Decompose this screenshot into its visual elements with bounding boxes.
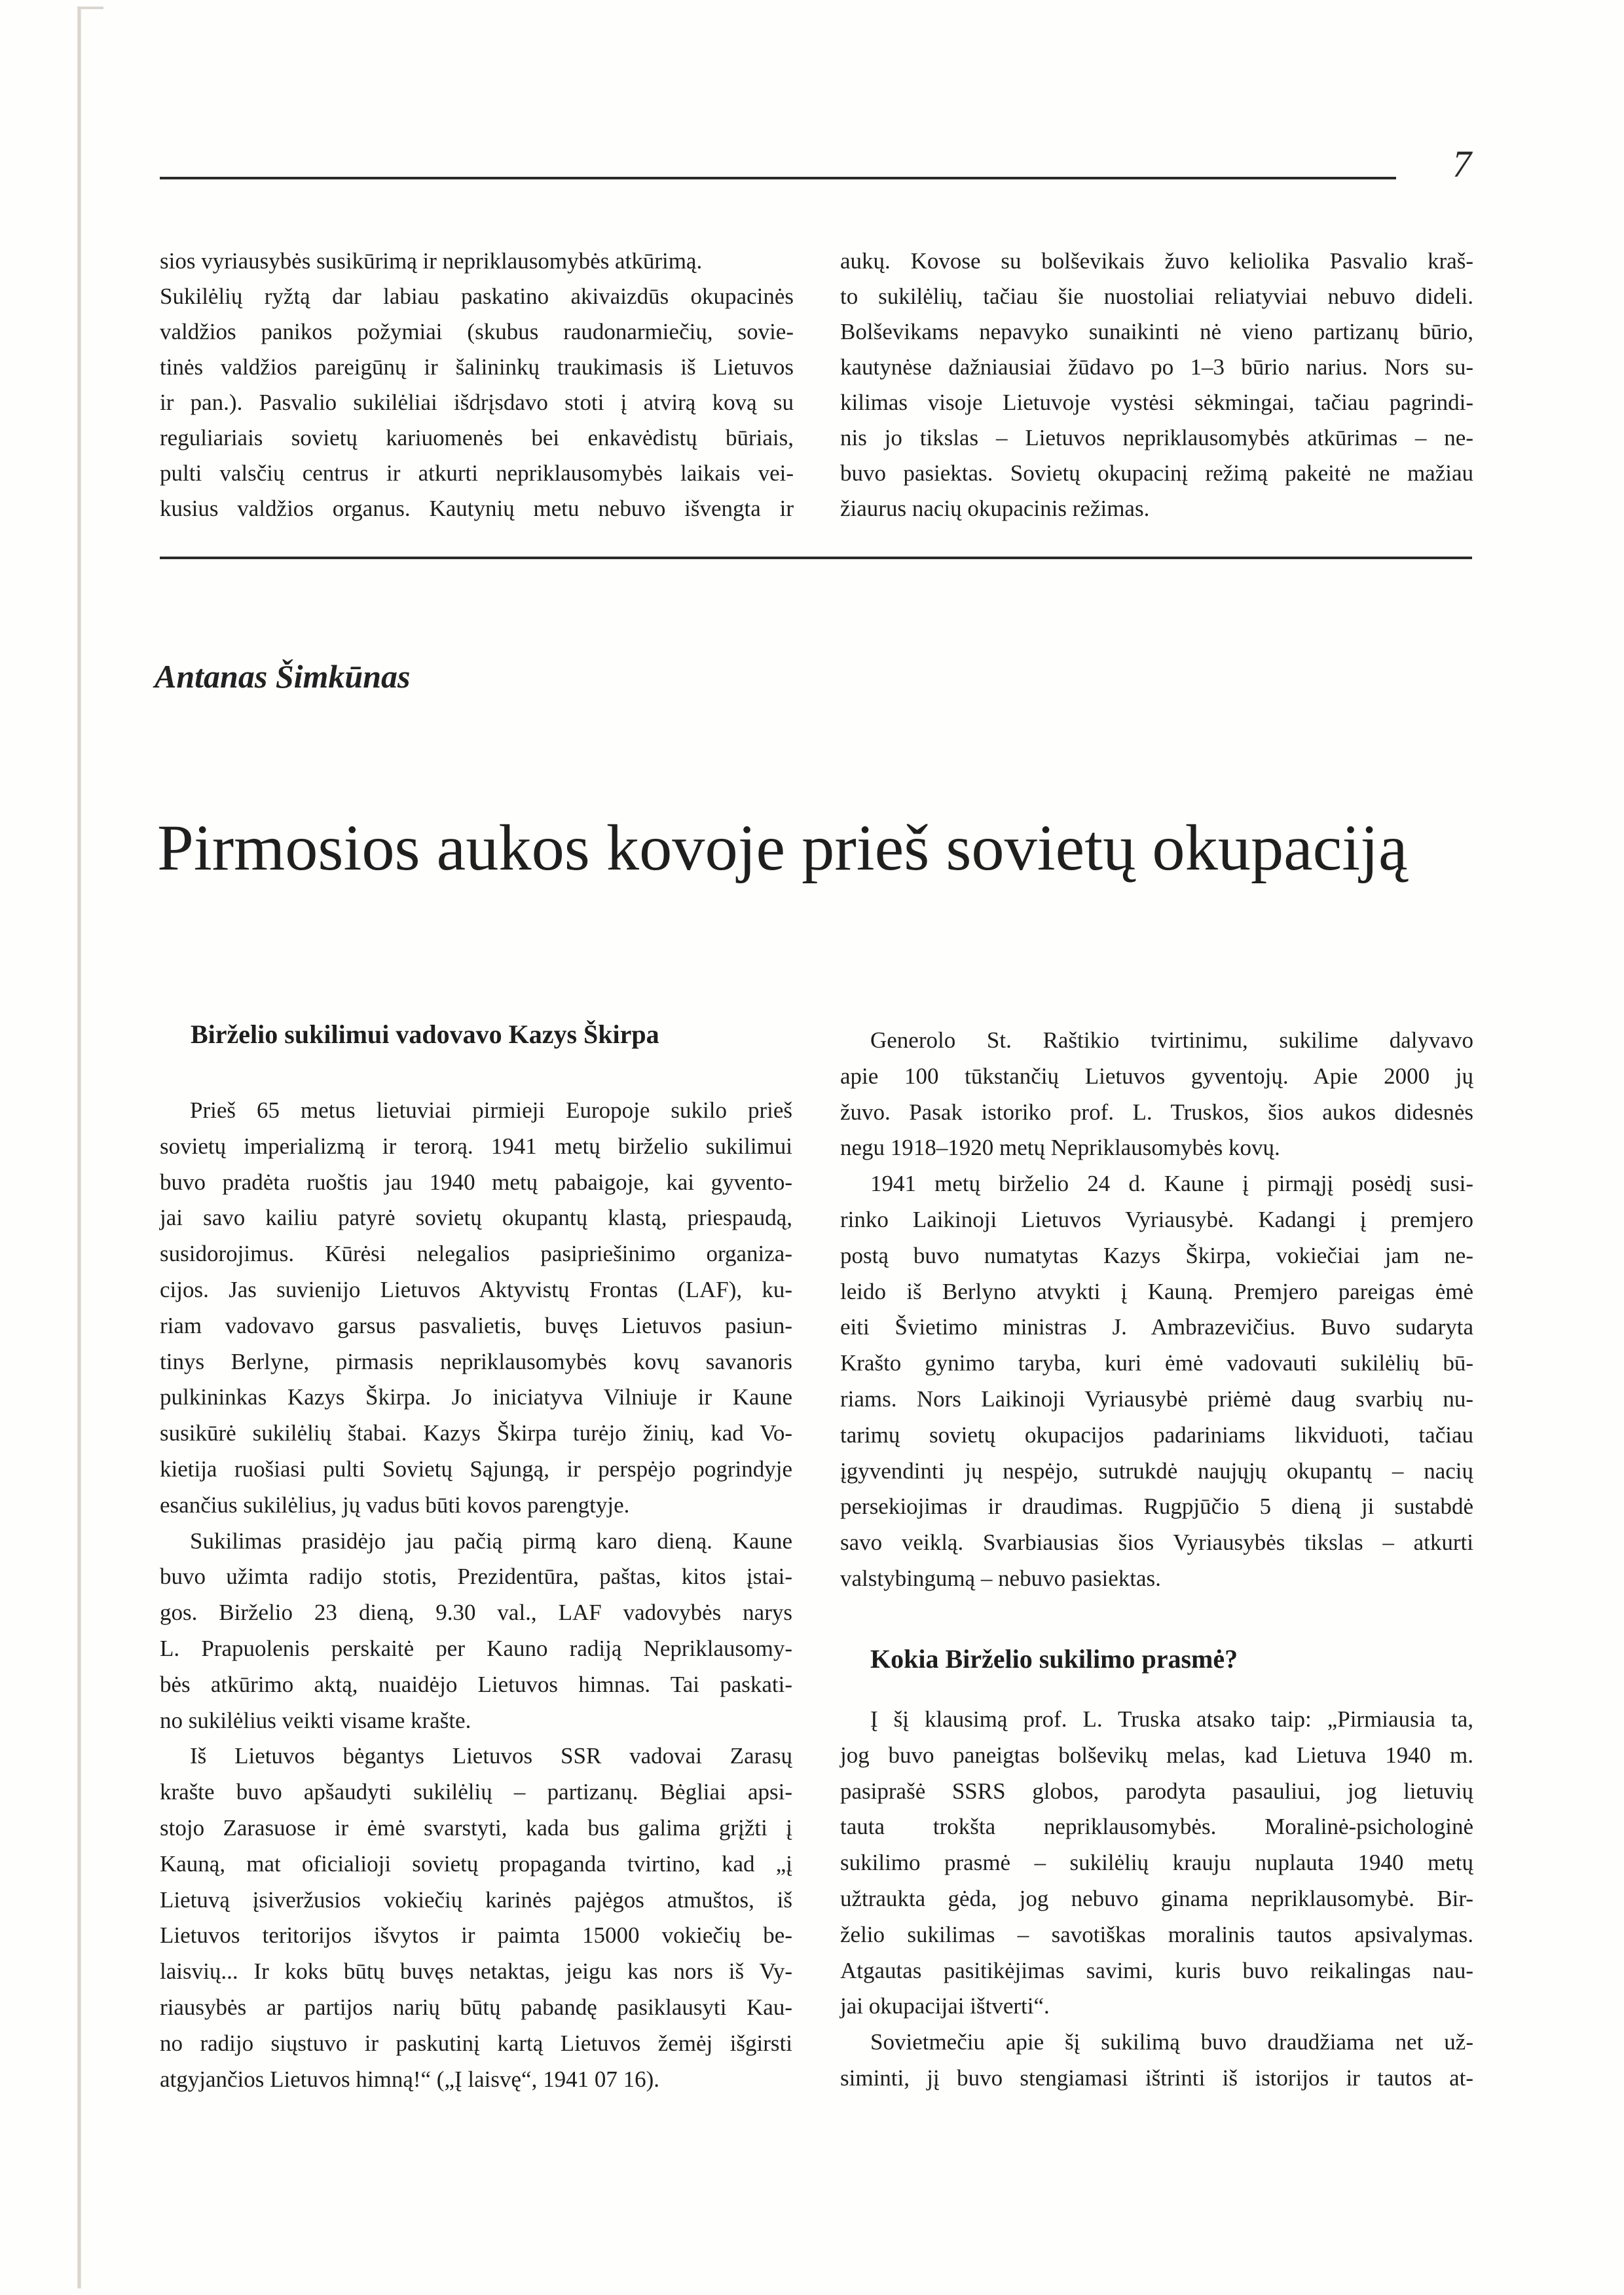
text-line: pulkininkas Kazys Škirpa. Jo iniciatyva Vilniuje ir Kaune xyxy=(160,1384,792,1410)
text-line: Lietuvos teritorijos išvytos ir paimta 15000 vokiečių be- xyxy=(160,1922,792,1949)
text-line: gos. Birželio 23 dieną, 9.30 val., LAF vadovybės narys xyxy=(160,1600,792,1626)
text-line: Kauną, mat oficialioji sovietų propaganda tvirtino, kad „į xyxy=(160,1850,792,1877)
text-line: Prieš 65 metus lietuviai pirmieji Europoje sukilo prieš xyxy=(190,1097,792,1123)
text-line: Generolo St. Raštikio tvirtinimu, sukilime dalyvavo xyxy=(870,1027,1473,1053)
text-line: buvo pradėta ruoštis jau 1940 metų pabaigoje, kai gyvento- xyxy=(160,1169,792,1195)
text-line: žuvo. Pasak istoriko prof. L. Truskos, šios aukos didesnės xyxy=(840,1099,1473,1125)
text-line: Bolševikams nepavyko sunaikinti nė vieno partizanų būrio, xyxy=(840,319,1473,344)
text-line: bės atkūrimo aktą, nuaidėjo Lietuvos himnas. Tai paskati- xyxy=(160,1671,792,1697)
page-number: 7 xyxy=(1452,143,1471,185)
text-line: Sovietmečiu apie šį sukilimą buvo draudžiama net už- xyxy=(870,2029,1473,2055)
text-line: užtraukta gėda, jog nebuvo ginama nepriklausomybė. Bir- xyxy=(840,1886,1473,1911)
text-line: sukilimo prasmė – sukilėlių krauju nuplauta 1940 metų xyxy=(840,1850,1473,1876)
text-line: pasiprašė SSRS globos, parodyta pasauliui, jog lietuvių xyxy=(840,1778,1473,1804)
text-line: nis jo tikslas – Lietuvos nepriklausomybės atkūrimas – ne- xyxy=(840,425,1473,450)
article-title: Pirmosios aukos kovoje prieš sovietų okupaciją xyxy=(157,811,1408,884)
text-line: to sukilėlių, tačiau šie nuostoliai reliatyviai nebuvo dideli. xyxy=(840,284,1473,309)
text-line: apie 100 tūkstančių Lietuvos gyventojų. Apie 2000 jų xyxy=(840,1063,1473,1089)
text-line: sovietų imperializmą ir terorą. 1941 metų birželio sukilimui xyxy=(160,1133,792,1159)
text-line: Krašto gynimo taryba, kuri ėmė vadovauti sukilėlių bū- xyxy=(840,1350,1473,1376)
text-line: valstybingumą – nebuvo pasiektas. xyxy=(840,1566,1161,1591)
text-line: jai okupacijai ištverti“. xyxy=(840,1993,1050,2019)
text-line: Iš Lietuvos bėgantys Lietuvos SSR vadovai Zarasų xyxy=(190,1743,792,1769)
text-line: buvo pasiektas. Sovietų okupacinį režimą pakeitė ne mažiau xyxy=(840,460,1473,486)
scan-binding-edge-top xyxy=(77,7,103,9)
section-heading-meaning: Kokia Birželio sukilimo prasmė? xyxy=(870,1644,1238,1674)
text-line: buvo užimta radijo stotis, Prezidentūra, paštas, kitos įstai- xyxy=(160,1564,792,1590)
text-line: negu 1918–1920 metų Nepriklausomybės kovų. xyxy=(840,1135,1280,1161)
text-line: no sukilėlius veikti visame krašte. xyxy=(160,1707,471,1733)
section-divider-rule xyxy=(160,557,1472,559)
text-line: kusius valdžios organus. Kautynių metu nebuvo išvengta ir xyxy=(160,496,794,521)
text-line: susikūrė sukilėlių štabai. Kazys Škirpa turėjo žinių, kad Vo- xyxy=(160,1420,792,1446)
text-line: tinys Berlyne, pirmasis nepriklausomybės kovų savanoris xyxy=(160,1348,792,1374)
text-line: siminti, jį buvo stengiamasi ištrinti iš istorijos ir tautos at- xyxy=(840,2065,1473,2091)
section-heading-skirpa: Birželio sukilimui vadovavo Kazys Škirpa xyxy=(191,1019,659,1049)
text-line: persekiojimas ir draudimas. Rugpjūčio 5 dieną ji sustabdė xyxy=(840,1494,1473,1520)
text-line: susidorojimus. Kūrėsi nelegalios pasipriešinimo organiza- xyxy=(160,1241,792,1267)
text-line: cijos. Jas suvienijo Lietuvos Aktyvistų Frontas (LAF), ku- xyxy=(160,1277,792,1302)
text-line: stojo Zarasuose ir ėmė svarstyti, kada bus galima grįžti į xyxy=(160,1815,792,1841)
text-line: aukų. Kovose su bolševikais žuvo keliolika Pasvalio kraš- xyxy=(840,248,1473,274)
text-line: krašte buvo apšaudyti sukilėlių – partizanų. Bėgliai apsi- xyxy=(160,1779,792,1805)
article-author: Antanas Šimkūnas xyxy=(155,658,411,695)
text-line: L. Prapuolenis perskaitė per Kauno radiją Nepriklausomy- xyxy=(160,1636,792,1661)
text-line: esančius sukilėlius, jų vadus būti kovos parengtyje. xyxy=(160,1492,630,1518)
text-line: atgyjančios Lietuvos himną!“ („Į laisvę“, 1941 07 16). xyxy=(160,2066,659,2092)
text-line: želio sukilimas – savotiškas moralinis tautos apsivalymas. xyxy=(840,1921,1473,1947)
text-line: įgyvendinti jų nespėjo, sutrukdė naujųjų okupantų – nacių xyxy=(840,1458,1473,1484)
text-line: jai savo kailiu patyrė sovietų okupantų klastą, priespaudą, xyxy=(160,1205,792,1231)
text-line: sios vyriausybės susikūrimą ir nepriklausomybės atkūrimą. xyxy=(160,248,703,274)
text-line: postą buvo numatytas Kazys Škirpa, vokiečiai jam ne- xyxy=(840,1242,1473,1268)
text-line: Sukilėlių ryžtą dar labiau paskatino akivaizdūs okupacinės xyxy=(160,284,794,309)
text-line: eiti Švietimo ministras J. Ambrazevičius. Buvo sudaryta xyxy=(840,1314,1473,1340)
text-line: no radijo siųstuvo ir paskutinį kartą Lietuvos žemėj išgirsti xyxy=(160,2030,792,2056)
text-line: Sukilimas prasidėjo jau pačią pirmą karo dieną. Kaune xyxy=(190,1528,792,1554)
text-line: tarimų sovietų okupacijos padariniams likviduoti, tačiau xyxy=(840,1422,1473,1448)
text-line: Lietuvą įsiveržusios vokiečių karinės pajėgos atmuštos, iš xyxy=(160,1886,792,1913)
text-line: riausybės ar partijos narių būtų pabandę pasiklausyti Kau- xyxy=(160,1994,792,2020)
text-line: žiaurus nacių okupacinis režimas. xyxy=(840,496,1150,521)
text-line: kautynėse dažniausiai žūdavo po 1–3 būrio narius. Nors su- xyxy=(840,354,1473,380)
text-line: Atgautas pasitikėjimas savimi, kuris buvo reikalingas nau- xyxy=(840,1957,1473,1983)
text-line: riams. Nors Laikinoji Vyriausybė priėmė daug svarbių nu- xyxy=(840,1386,1473,1412)
text-line: savo veiklą. Svarbiausias šios Vyriausybės tikslas – atkurti xyxy=(840,1530,1473,1556)
text-line: tauta trokšta nepriklausomybės. Moralinė-psichologinė xyxy=(840,1814,1473,1840)
text-line: rinko Laikinoji Lietuvos Vyriausybė. Kadangi į premjero xyxy=(840,1207,1473,1232)
text-line: tinės valdžios pareigūnų ir šalininkų traukimasis iš Lietuvos xyxy=(160,354,794,380)
text-line: leido iš Berlyno atvykti į Kauną. Premjero pareigas ėmė xyxy=(840,1278,1473,1304)
text-line: riam vadovavo garsus pasvalietis, buvęs Lietuvos pasiun- xyxy=(160,1312,792,1338)
text-line: kietija ruošiasi pulti Sovietų Sąjungą, ir perspėjo pogrindyje xyxy=(160,1456,792,1482)
text-line: kilimas visoje Lietuvoje vystėsi sėkmingai, tačiau pagrindi- xyxy=(840,390,1473,415)
text-line: ir pan.). Pasvalio sukilėliai išdrįsdavo stoti į atvirą kovą su xyxy=(160,390,794,415)
text-line: laisvių... Ir koks būtų buvęs netaktas, jeigu kas nors iš Vy- xyxy=(160,1958,792,1985)
text-line: reguliariais sovietų kariuomenės bei enkavėdistų būriais, xyxy=(160,425,794,450)
text-line: pulti valsčių centrus ir atkurti nepriklausomybės laikais vei- xyxy=(160,460,794,486)
header-rule xyxy=(160,177,1396,179)
text-line: jog buvo paneigtas bolševikų melas, kad Lietuva 1940 m. xyxy=(840,1742,1473,1768)
scan-binding-edge xyxy=(77,7,81,2288)
text-line: Į šį klausimą prof. L. Truska atsako taip: „Pirmiausia ta, xyxy=(870,1706,1473,1732)
text-line: valdžios panikos požymiai (skubus raudonarmiečių, sovie- xyxy=(160,319,794,344)
text-line: 1941 metų birželio 24 d. Kaune į pirmąjį posėdį susi- xyxy=(870,1171,1473,1197)
